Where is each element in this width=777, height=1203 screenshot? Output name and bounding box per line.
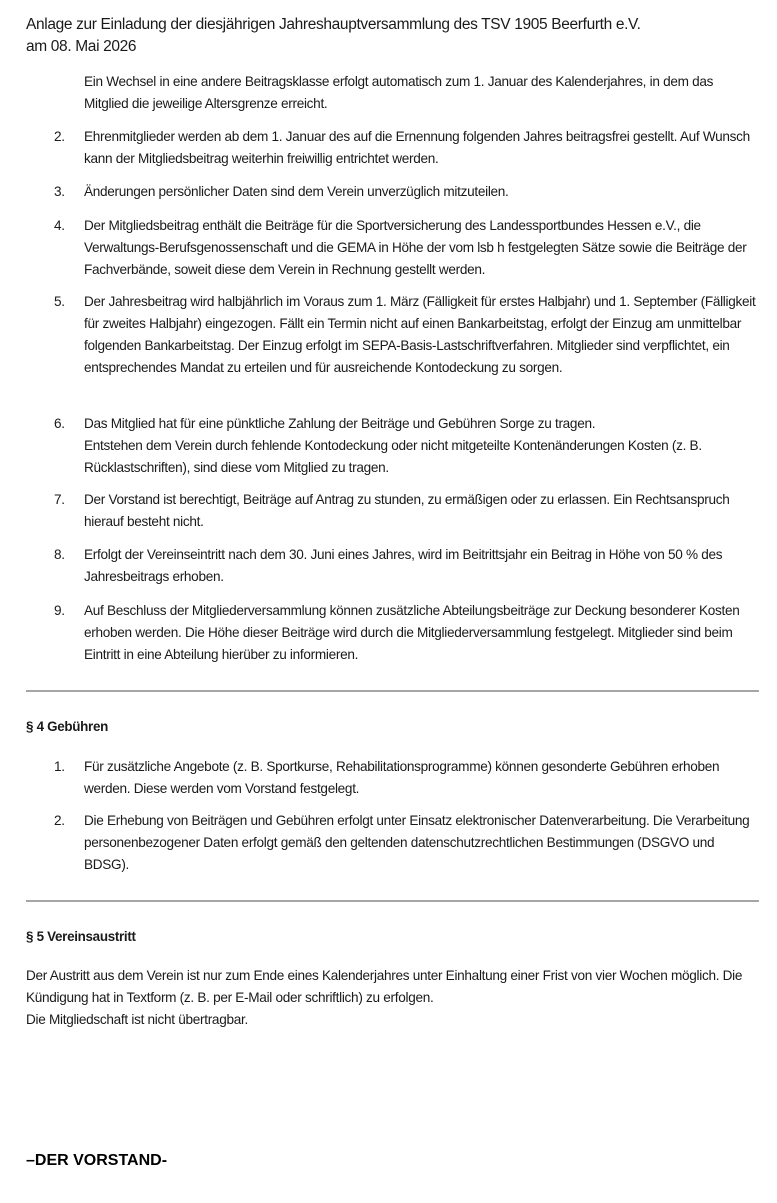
- list-item-text: Für zusätzliche Angebote (z. B. Sportkurse, Rehabilitationsprogramme) können gesonderte Gebühren erhoben werden. Diese werden vom Vorstand festgelegt.: [84, 759, 720, 796]
- list-item-number: 7.: [54, 492, 65, 507]
- document-header: [26, 14, 641, 58]
- list-item: [54, 810, 761, 876]
- signature: –DER VORSTAND-: [26, 1152, 168, 1169]
- list-item-text-line: Das Mitglied hat für eine pünktliche Zahlung der Beiträge und Gebühren Sorge zu tragen.: [84, 416, 596, 431]
- section-divider: [26, 690, 759, 692]
- list-item-text: Der Vorstand ist berechtigt, Beiträge auf Antrag zu stunden, zu ermäßigen oder zu erlassen. Ein Rechtsanspruch hierauf besteht nicht.: [84, 492, 730, 529]
- list-item: [54, 544, 761, 588]
- list-item-text: Ehrenmitglieder werden ab dem 1. Januar des auf die Ernennung folgenden Jahres beitragsfrei gestellt. Auf Wunsch kann der Mitgliedsbeitrag weiterhin freiwillig entrichtet werden.: [84, 129, 750, 166]
- list-item-text: Erfolgt der Vereinseintritt nach dem 30. Juni eines Jahres, wird im Beitrittsjahr ein Beitrag in Höhe von 50 % des Jahresbeitrags erhoben.: [84, 547, 723, 584]
- list-item-number: 9.: [54, 603, 65, 618]
- list-item-number: 1.: [54, 759, 65, 774]
- header-date: am 08. Mai 2026: [26, 38, 137, 55]
- section-divider: [26, 900, 759, 902]
- list-item-text: Der Mitgliedsbeitrag enthält die Beiträge für die Sportversicherung des Landessportbundes Hessen e.V., die Verwaltungs-Berufsgenossenschaft und die GEMA in Höhe der vom lsb h festgelegten Sätze sowie die Beiträge der Fachverbände, soweit diese dem Verein in Rechnung gestellt werden.: [84, 218, 747, 277]
- list-item: [54, 600, 761, 666]
- section-4-title: § 4 Gebühren: [26, 719, 108, 734]
- paragraph-line: Die Mitgliedschaft ist nicht übertragbar.: [26, 1012, 248, 1027]
- list-item: [54, 756, 761, 800]
- list-item-text: Auf Beschluss der Mitgliederversammlung können zusätzliche Abteilungsbeiträge zur Deckung besonderer Kosten erhoben werden. Die Höhe dieser Beiträge wird durch die Mitgliederversammlung festgelegt. Mitglieder sind beim Eintritt in eine Abteilung hierüber zu informieren.: [84, 603, 740, 662]
- list-item: [54, 413, 761, 479]
- list-item-number: 4.: [54, 218, 65, 233]
- section-5-paragraph: [26, 965, 761, 1031]
- list-item-text-line: Entstehen dem Verein durch fehlende Kontodeckung oder nicht mitgeteilte Kontenänderungen Kosten (z. B. Rücklastschriften), sind diese vom Mitglied zu tragen.: [84, 438, 702, 475]
- list-item: [54, 489, 761, 533]
- list-item-text: Änderungen persönlicher Daten sind dem Verein unverzüglich mitzuteilen.: [84, 184, 509, 199]
- list-item: [54, 181, 761, 203]
- intro-paragraph: Ein Wechsel in eine andere Beitragsklasse erfolgt automatisch zum 1. Januar des Kalenderjahres, in dem das Mitglied die jeweilige Altersgrenze erreicht.: [84, 74, 714, 111]
- list-item-text: Die Erhebung von Beiträgen und Gebühren erfolgt unter Einsatz elektronischer Datenverarbeitung. Die Verarbeitung personenbezogener Daten erfolgt gemäß den geltenden datenschutzrechtlichen Bestimmungen (DSGVO und BDSG).: [84, 813, 750, 872]
- list-item-number: 2.: [54, 813, 65, 828]
- header-title: Anlage zur Einladung der diesjährigen Jahreshauptversammlung des TSV 1905 Beerfurth e.V.: [26, 16, 641, 33]
- list-item-number: 8.: [54, 547, 65, 562]
- list-item-text: Der Jahresbeitrag wird halbjährlich im Voraus zum 1. März (Fälligkeit für erstes Halbjahr) und 1. September (Fälligkeit für zweites Halbjahr) eingezogen. Fällt ein Termin nicht auf einen Bankarbeitstag, erfolgt der Einzug am unmittelbar folgenden Bankarbeitstag. Der Einzug erfolgt im SEPA-Basis-Lastschriftverfahren. Mitglieder sind verpflichtet, ein entsprechendes Mandat zu erteilen und für ausreichende Kontodeckung zu sorgen.: [84, 294, 756, 375]
- list-item: [54, 291, 761, 379]
- list-item-number: 6.: [54, 416, 65, 431]
- list-item-number: 3.: [54, 184, 65, 199]
- section-5-title: § 5 Vereinsaustritt: [26, 929, 136, 944]
- list-item-number: 5.: [54, 294, 65, 309]
- list-item: [54, 215, 761, 281]
- list-item-text: [84, 413, 761, 479]
- list-item: [54, 126, 761, 170]
- paragraph-line: Der Austritt aus dem Verein ist nur zum Ende eines Kalenderjahres unter Einhaltung einer Frist von vier Wochen möglich. Die Kündigung hat in Textform (z. B. per E-Mail oder schriftlich) zu erfolgen.: [26, 968, 743, 1005]
- list-item-number: 2.: [54, 129, 65, 144]
